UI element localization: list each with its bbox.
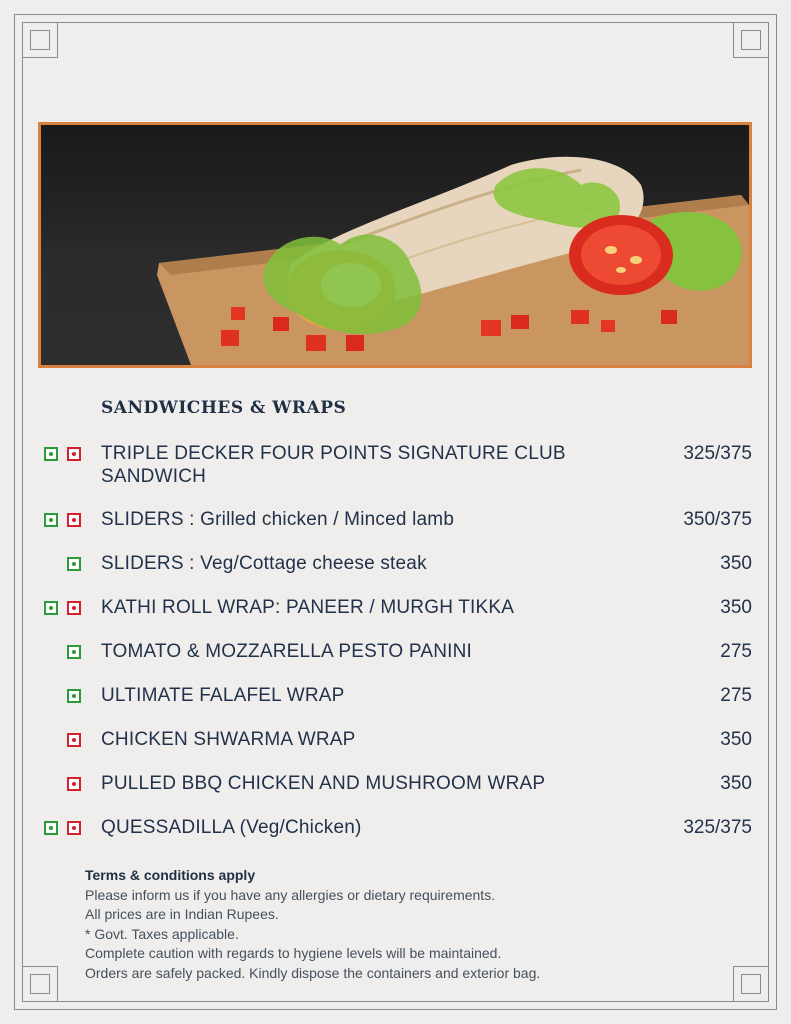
menu-item-name: TRIPLE DECKER FOUR POINTS SIGNATURE CLUB SANDWICH bbox=[101, 443, 566, 487]
nonveg-icon bbox=[67, 447, 81, 461]
menu-item-name: ULTIMATE FALAFEL WRAP bbox=[101, 685, 345, 706]
corner-ornament bbox=[22, 22, 58, 58]
menu-item-price: 350 bbox=[720, 597, 752, 618]
nonveg-icon bbox=[67, 733, 81, 747]
nonveg-icon bbox=[67, 777, 81, 791]
veg-icon bbox=[44, 601, 58, 615]
corner-ornament bbox=[733, 966, 769, 1002]
menu-item-price: 350 bbox=[720, 773, 752, 794]
wrap-photo bbox=[38, 122, 752, 368]
menu-item-price: 275 bbox=[720, 685, 752, 706]
veg-icon bbox=[44, 821, 58, 835]
menu-item-name: PULLED BBQ CHICKEN AND MUSHROOM WRAP bbox=[101, 773, 546, 794]
menu-item-name: SLIDERS : Grilled chicken / Minced lamb bbox=[101, 509, 455, 530]
menu-item-price: 325/375 bbox=[683, 443, 752, 464]
terms-line: Orders are safely packed. Kindly dispose the containers and exterior bag. bbox=[85, 964, 541, 981]
terms-line: * Govt. Taxes applicable. bbox=[85, 925, 239, 942]
corner-ornament bbox=[22, 966, 58, 1002]
veg-icon bbox=[67, 689, 81, 703]
menu-item-name: TOMATO & MOZZARELLA PESTO PANINI bbox=[101, 641, 472, 662]
menu-item-name: SLIDERS : Veg/Cottage cheese steak bbox=[101, 553, 427, 574]
veg-icon bbox=[44, 447, 58, 461]
section-title: SANDWICHES & WRAPS bbox=[101, 398, 347, 418]
nonveg-icon bbox=[67, 601, 81, 615]
menu-item-name: KATHI ROLL WRAP: PANEER / MURGH TIKKA bbox=[101, 597, 515, 618]
menu-item-name: QUESSADILLA (Veg/Chicken) bbox=[101, 817, 362, 838]
veg-icon bbox=[67, 557, 81, 571]
menu-item-price: 350 bbox=[720, 553, 752, 574]
nonveg-icon bbox=[67, 821, 81, 835]
terms-title: Terms & conditions apply bbox=[85, 867, 256, 883]
terms-line: Please inform us if you have any allergies or dietary requirements. bbox=[85, 886, 496, 903]
veg-icon bbox=[67, 645, 81, 659]
terms-block bbox=[85, 866, 645, 983]
terms-line: All prices are in Indian Rupees. bbox=[85, 906, 279, 922]
veg-icon bbox=[44, 513, 58, 527]
menu-item-price: 350/375 bbox=[683, 509, 752, 530]
menu-item-price: 275 bbox=[720, 641, 752, 662]
terms-line: Complete caution with regards to hygiene levels will be maintained. bbox=[85, 945, 502, 961]
corner-ornament bbox=[733, 22, 769, 58]
menu-item-price: 325/375 bbox=[683, 817, 752, 838]
menu-item-name: CHICKEN SHWARMA WRAP bbox=[101, 729, 356, 750]
menu-item-price: 350 bbox=[720, 729, 752, 750]
nonveg-icon bbox=[67, 513, 81, 527]
